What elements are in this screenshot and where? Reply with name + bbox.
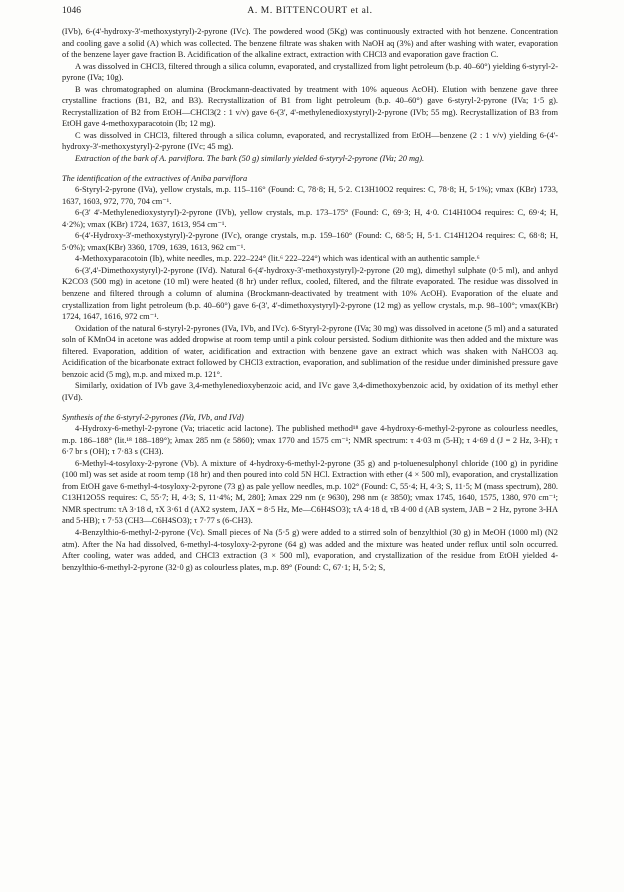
paragraph-oxidation: Oxidation of the natural 6-styryl-2-pyrones (IVa, IVb, and IVc). 6-Styryl-2-pyrone (IVa; 30 mg) was dissolved in acetone (5 ml) and a saturated soln of KMnO4 in acetone was added dropwise at room temp until a pink colour persisted. Sodium dithionite was then added and the mixture was filtered. Evaporation, addition of water, acidification and extraction with benzene gave an extract which was shaken with NaHCO3 aq. Acidification of the bicarbonate extract followed by CHCl3 extraction, evaporation, and sublimation of the residue under diminished pressure gave benzoic acid (5 mg), m.p. and mixed m.p. 121°. <box>62 323 558 379</box>
paragraph-fraction-a: A was dissolved in CHCl3, filtered through a silica column, evaporated, and crystallized from light petroleum (b.p. 40–60°) yielding 6-styryl-2-pyrone (IVa; 10g). <box>62 61 558 83</box>
paragraph-ib: 4-Methoxyparacotoin (Ib), white needles, m.p. 222–224° (lit.⁶ 222–224°) which was identical with an authentic sample.⁶ <box>75 254 480 264</box>
paragraph-bark-extraction: Extraction of the bark of A. parviflora. The bark (50 g) similarly yielded 6-styryl-2-pyrone (IVa; 20 mg). <box>75 154 425 164</box>
paragraph-oxidation-similar: Similarly, oxidation of IVb gave 3,4-methylenedioxybenzoic acid, and IVc gave 3,4-dimethoxybenzoic acid, by oxidation of its methyl ether (IVd). <box>62 381 558 402</box>
paragraph-continuation: (IVb), 6-(4'-hydroxy-3'-methoxystyryl)-2-pyrone (IVc). The powdered wood (5Kg) was continuously extracted with hot benzene. Concentration and cooling gave a solid (A) which was collected. The benzene filtrate was shaken with NaOH aq (3%) and after washing with water, evaporation of the benzene layer gave fraction B. Acidification of the alkaline extract, extraction with CHCl3 and evaporation gave fraction C. <box>62 27 558 60</box>
paragraph-va: 4-Hydroxy-6-methyl-2-pyrone (Va; triacetic acid lactone). The published method¹⁸ gave 4-hydroxy-6-methyl-2-pyrone as colourless needles, m.p. 186–188° (lit.¹⁸ 188–189°); λmax 285 nm (ε 5860); νmax 1770 and 1575 cm⁻¹; NMR spectrum: τ 4·03 m (5-H); τ 4·69 d (J = 2 Hz, 3-H); τ 6·7 br s (OH); τ 7·83 s (CH3). <box>62 424 558 457</box>
running-title: A. M. BITTENCOURT et al. <box>247 6 373 16</box>
body-text <box>62 26 558 573</box>
running-header <box>62 4 558 18</box>
paragraph-ivc: 6-(4'-Hydroxy-3'-methoxystyryl)-2-pyrone (IVc), orange crystals, m.p. 159–160° (Found: C, 68·5; H, 5·1. C14H12O4 requires: C, 68·8; H, 5·0%); νmax(KBr) 3360, 1709, 1639, 1613, 962 cm⁻¹. <box>62 231 558 252</box>
paragraph-fraction-c: C was dissolved in CHCl3, filtered through a silica column, evaporated, and recrystallized from EtOH—benzene (2 : 1 v/v) yielding 6-(4'-hydroxy-3'-methoxystyryl)-2-pyrone (IVc; 45 mg). <box>62 130 558 152</box>
page-number: 1046 <box>62 6 81 16</box>
paragraph-vc: 4-Benzylthio-6-methyl-2-pyrone (Vc). Small pieces of Na (5·5 g) were added to a stirred soln of benzylthiol (30 g) in MeOH (1000 ml) (N2 atm). After the Na had dissolved, 6-methyl-4-tosyloxy-2-pyrone (64 g) was added and the mixture was heated under reflux until soln occurred. After cooling, water was added, and CHCl3 extraction (3 × 500 ml), evaporation, and crystallization of the residue from EtOH yielded 4-benzylthio-6-methyl-2-pyrone (32·0 g) as colourless plates, m.p. 89° (Found: C, 67·1; H, 5·2; S, <box>62 527 558 572</box>
paragraph-ivb: 6-(3' 4'-Methylenedioxystyryl)-2-pyrone (IVb), yellow crystals, m.p. 173–175° (Found: C, 69·3; H, 4·0. C14H10O4 requires: C, 69·4; H, 4·2%); νmax (KBr) 1724, 1637, 1613, 954 cm⁻¹. <box>62 208 558 229</box>
section-heading-synthesis: Synthesis of the 6-styryl-2-pyrones (IVa, IVb, and IVd) <box>62 412 244 422</box>
paragraph-iva: 6-Styryl-2-pyrone (IVa), yellow crystals, m.p. 115–116° (Found: C, 78·8; H, 5·2. C13H10O2 requires: C, 78·8; H, 5·1%); νmax (KBr) 1733, 1637, 1603, 972, 770, 704 cm⁻¹. <box>62 185 558 206</box>
section-heading-identification: The identification of the extractives of Aniba parviflora <box>62 173 248 183</box>
paragraph-ivd: 6-(3',4'-Dimethoxystyryl)-2-pyrone (IVd). Natural 6-(4'-hydroxy-3'-methoxystyryl)-2-pyrone (20 mg), dimethyl sulphate (0·5 ml), and anhyd K2CO3 (500 mg) in acetone (10 ml) were heated (8 hr) under reflux, cooled, filtered, and the filtrate evaporated. The residue was dissolved in benzene and filtered through a column of alumina (Brockmann-deactivated by treatment with 10% AcOH). Evaporation of the eluate and crystallization from light petroleum (b.p. 40–60°) gave 6-(3', 4'-dimethoxystyryl)-2-pyrone (12 mg) as yellow crystals, m.p. 98–100°; νmax(KBr) 1724, 1647, 1616, 972 cm⁻¹. <box>62 265 558 322</box>
paragraph-vb: 6-Methyl-4-tosyloxy-2-pyrone (Vb). A mixture of 4-hydroxy-6-methyl-2-pyrone (35 g) and p-toluenesulphonyl chloride (100 g) in pyridine (100 ml) was set aside at room temp (18 hr) and then poured into cold 5N HCl. Extraction with ether (4 × 500 ml), evaporation, and crystallization from EtOH gave 6-methyl-4-tosyloxy-2-pyrone (73 g) as pale yellow needles, m.p. 102° (Found: C, 55·4; H, 4·3; S, 11·5; M (mass spectrum), 280. C13H12O5S requires: C, 55·7; H, 4·3; S, 11·4%; M, 280]; λmax 229 nm (ε 9630), 298 nm (ε 3850); νmax 1745, 1640, 1575, 1380, 970 cm⁻¹; NMR spectrum: τA 3·18 d, τX 3·61 d (AX2 system, JAX = 8·5 Hz, Me—C6H4SO3); τA 4·18 d, τB 4·00 d (AB system, JAB = 2 Hz, pyrone 3-HA and 5-HB); τ 7·53 (CH3—C6H4SO3); τ 7·77 s (6-CH3). <box>62 458 558 526</box>
paragraph-fraction-b: B was chromatographed on alumina (Brockmann-deactivated by treatment with 10% aqueous AcOH). Elution with benzene gave three crystalline fractions (B1, B2, and B3). Recrystallization of B1 from light petroleum (b.p. 40–60°) gave 6-styryl-2-pyrone (IVa; 1·5 g). Recrystallization of B2 from EtOH—CHCl3(2 : 1 v/v) gave 6-(3', 4'-methylenedioxystyryl)-2-pyrone (IVb; 55 mg). Recrystallization of B3 from EtOH gave 4-methoxyparacotoin (Ib; 12 mg). <box>62 84 558 129</box>
